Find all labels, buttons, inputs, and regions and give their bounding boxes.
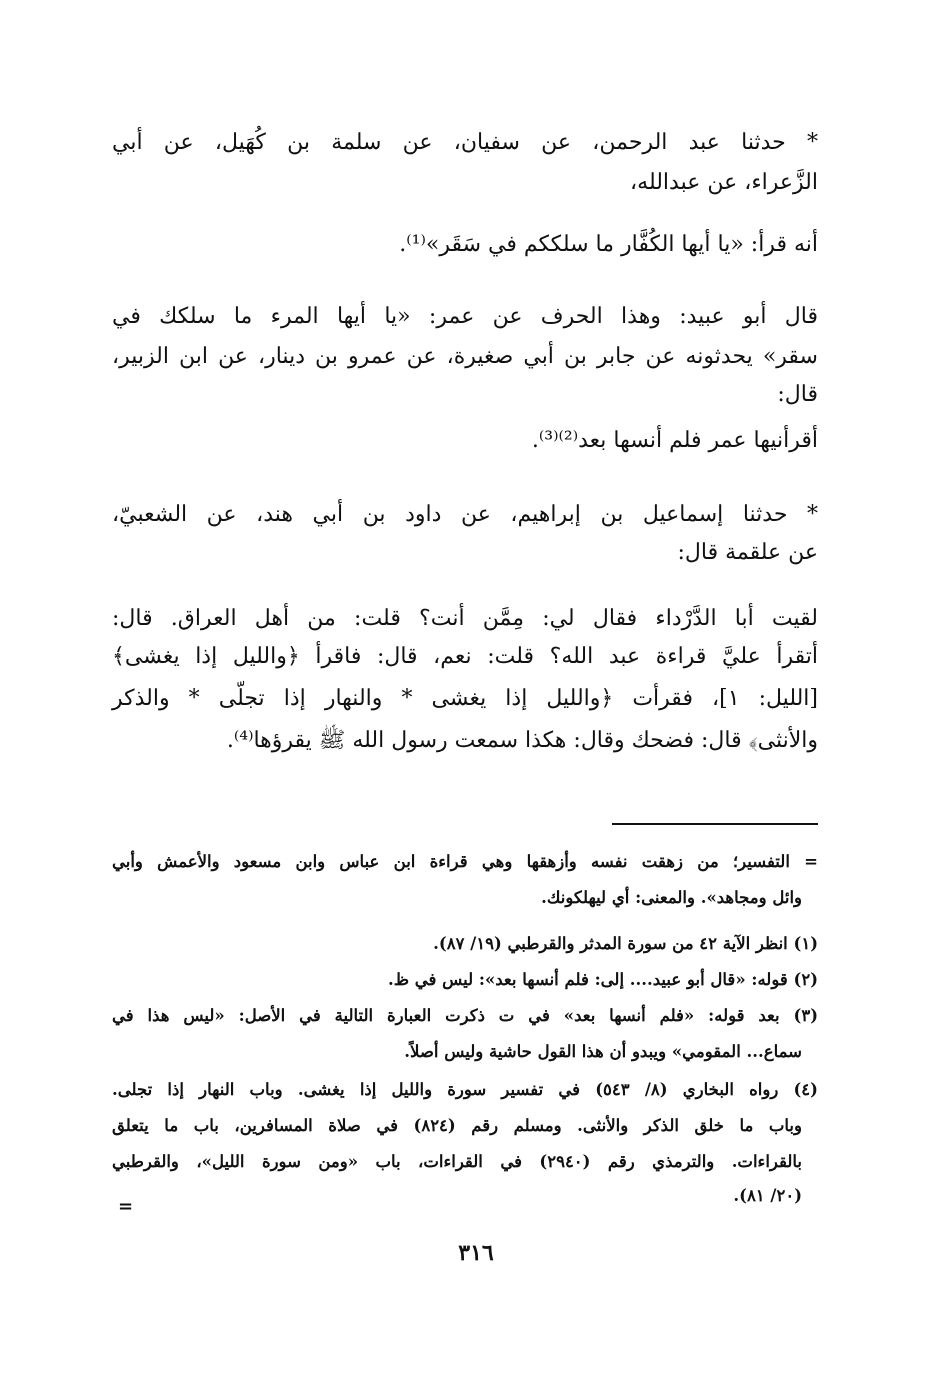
footnote-2: (٢) قوله: «قال أبو عبيد.... إلى: فلم أنسها بعد»: ليس في ظ. xyxy=(387,970,818,989)
footnote-3: (٣) بعد قوله: «فلم أنسها بعد» في ت ذكرت العبارة التالية في الأصل: «ليس هذا في xyxy=(112,1006,818,1025)
body-line: سقر» يحدثونه عن جابر بن أبي صغيرة، عن عمرو بن دينار، عن ابن الزبير، xyxy=(112,344,818,369)
body-line: قال: xyxy=(777,382,818,407)
body-line: أنه قرأ: «يا أيها الكُفَّار ما سلككم في سَقَر»⁽¹⁾. xyxy=(399,232,818,257)
page-number: ٣١٦ xyxy=(458,1240,494,1266)
footnote-line: (٢٠/ ٨١). xyxy=(733,1186,802,1205)
body-line: أقرأنيها عمر فلم أنسها بعد⁽²⁾⁽³⁾. xyxy=(531,428,818,453)
body-line: لقيت أبا الدَّرْداء فقال لي: مِمَّن أنت؟ قلت: من أهل العراق. قال: xyxy=(112,606,818,631)
body-line: عن علقمة قال: xyxy=(677,540,818,565)
footnote-line: وائل ومجاهد». والمعنى: أي ليهلكونك. xyxy=(541,888,802,907)
footnote-1: (١) انظر الآية ٤٢ من سورة المدثر والقرطبي (١٩/ ٨٧). xyxy=(433,934,818,953)
body-line: [الليل: ١]، فقرأت ﴿والليل إذا يغشى * والنهار إذا تجلّى * والذكر xyxy=(112,686,819,711)
footnote-line: = التفسير؛ من زهقت نفسه وأزهقها وهي قراءة ابن عباس وابن مسعود والأعمش وأبي xyxy=(112,852,818,871)
body-line: والأنثى﴾ قال: فضحك وقال: هكذا سمعت رسول الله ﷺ يقرؤها⁽⁴⁾. xyxy=(226,728,818,753)
footnote-line: بالقراءات. والترمذي رقم (٢٩٤٠) في القراءات، باب «ومن سورة الليل»، والقرطبي xyxy=(112,1152,802,1171)
body-line: * حدثنا عبد الرحمن، عن سفيان، عن سلمة بن كُهَيل، عن أبي xyxy=(112,130,818,155)
continuation-mark: = xyxy=(118,1196,134,1217)
footnote-line: وباب ما خلق الذكر والأنثى. ومسلم رقم (٨٢٤) في صلاة المسافرين، باب ما يتعلق xyxy=(112,1116,802,1135)
footnote-line: سماع... المقومي» ويبدو أن هذا القول حاشية وليس أصلاً. xyxy=(404,1042,802,1061)
body-line: قال أبو عبيد: وهذا الحرف عن عمر: «يا أيها المرء ما سلكك في xyxy=(112,304,818,329)
footnote-separator xyxy=(612,823,818,825)
body-line: * حدثنا إسماعيل بن إبراهيم، عن داود بن أبي هند، عن الشعبيّ، xyxy=(112,502,818,527)
body-line: أتقرأ عليَّ قراءة عبد الله؟ قلت: نعم، قال: فاقرأ ﴿والليل إذا يغشى﴾ xyxy=(112,644,818,669)
footnote-4: (٤) رواه البخاري (٨/ ٥٤٣) في تفسير سورة والليل إذا يغشى. وباب النهار إذا تجلى. xyxy=(112,1080,818,1099)
body-line: الزَّعراء، عن عبدالله، xyxy=(630,170,818,195)
